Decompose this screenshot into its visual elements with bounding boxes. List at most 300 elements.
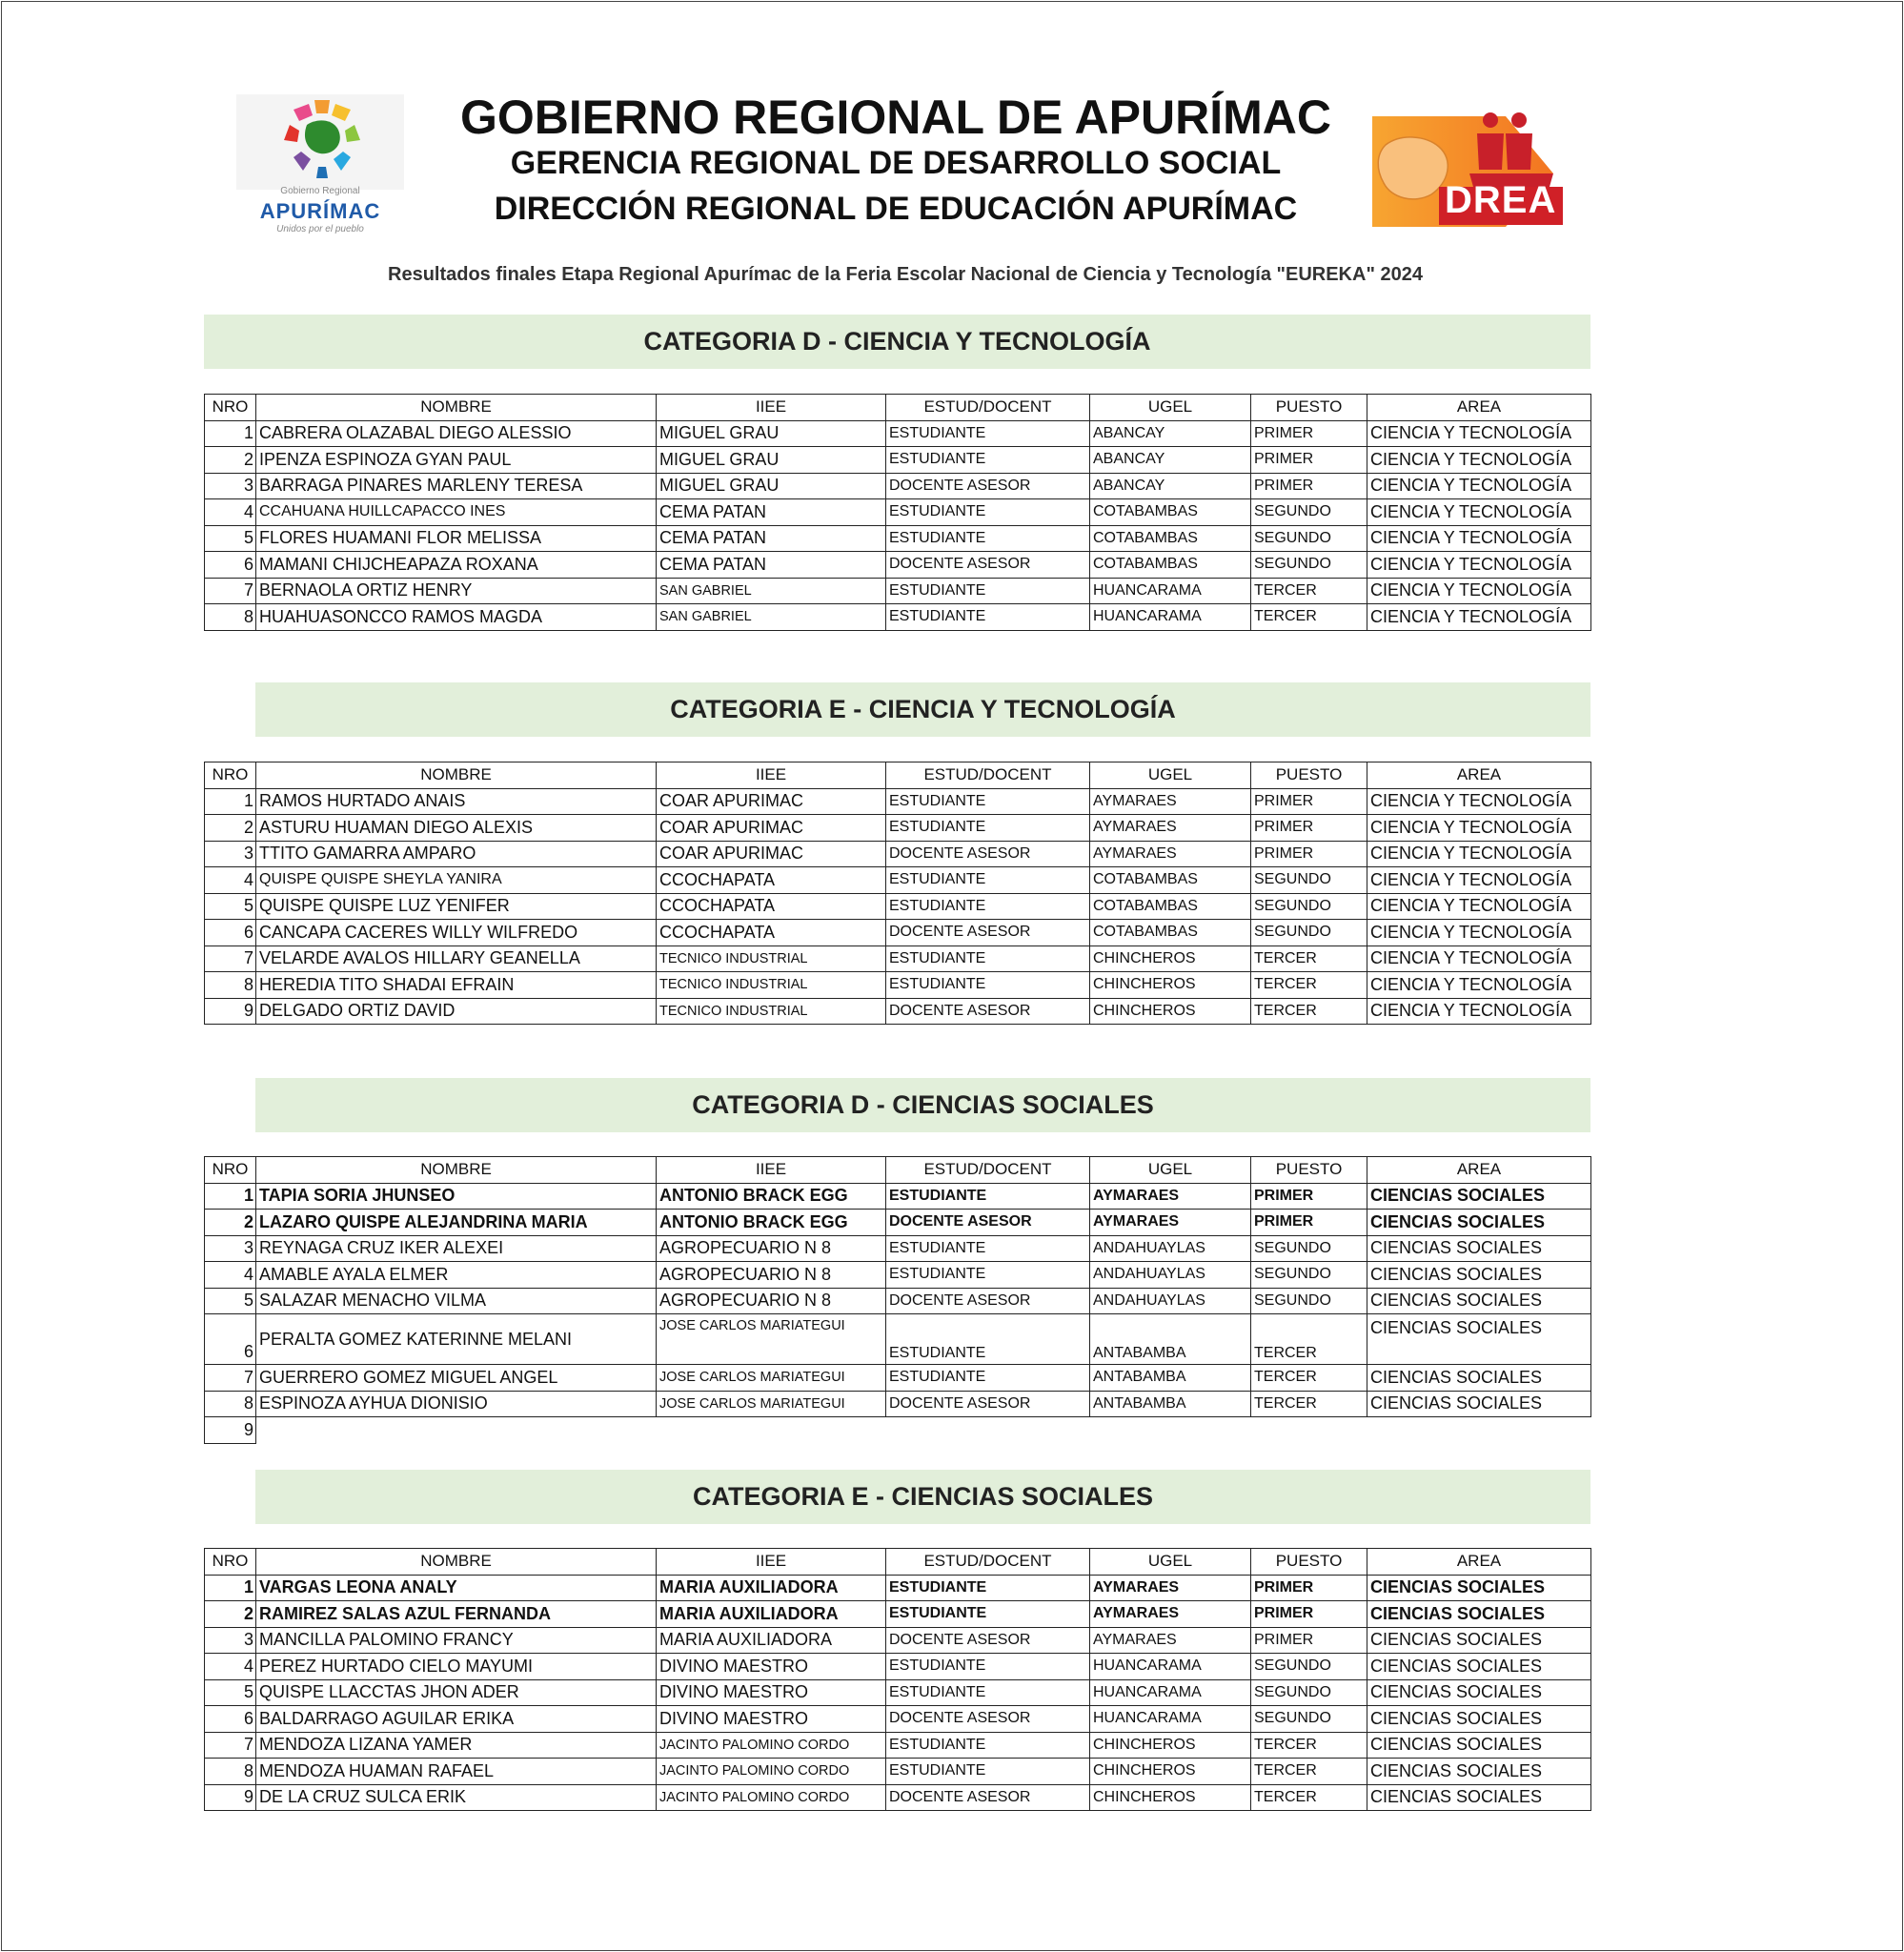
estud-docent-cell: DOCENTE ASESOR: [886, 841, 1090, 867]
table-row: [205, 1759, 1591, 1785]
estud-docent-cell: ESTUDIANTE: [886, 1575, 1090, 1601]
ugel-cell: ANDAHUAYLAS: [1090, 1235, 1251, 1262]
puesto-cell: PRIMER: [1251, 1575, 1367, 1601]
column-header: ESTUD/DOCENT: [886, 1549, 1090, 1576]
puesto-cell: PRIMER: [1251, 841, 1367, 867]
estud-docent-cell: ESTUDIANTE: [886, 499, 1090, 526]
main-title: GOBIERNO REGIONAL DE APURÍMAC: [460, 91, 1331, 144]
nombre-cell: IPENZA ESPINOZA GYAN PAUL: [256, 447, 657, 474]
nombre-cell: VELARDE AVALOS HILLARY GEANELLA: [256, 946, 657, 972]
column-header: NOMBRE: [256, 395, 657, 421]
estud-docent-cell: ESTUDIANTE: [886, 1183, 1090, 1210]
area-cell: CIENCIA Y TECNOLOGÍA: [1367, 946, 1591, 972]
area-cell: CIENCIAS SOCIALES: [1367, 1732, 1591, 1759]
puesto-cell: TERCER: [1251, 998, 1367, 1025]
nro-cell: 1: [205, 788, 256, 815]
estud-docent-cell: DOCENTE ASESOR: [886, 1706, 1090, 1733]
puesto-cell: SEGUNDO: [1251, 1706, 1367, 1733]
estud-docent-cell: DOCENTE ASESOR: [886, 1784, 1090, 1811]
table-row: [205, 1288, 1591, 1314]
column-header: NRO: [205, 1157, 256, 1184]
nro-cell: 6: [205, 920, 256, 946]
area-cell: CIENCIA Y TECNOLOGÍA: [1367, 893, 1591, 920]
column-header: NOMBRE: [256, 762, 657, 789]
estud-docent-cell: ESTUDIANTE: [886, 525, 1090, 552]
nro-cell: 4: [205, 1262, 256, 1289]
ugel-cell: CHINCHEROS: [1090, 946, 1251, 972]
ugel-cell: CHINCHEROS: [1090, 1784, 1251, 1811]
iiee-cell: JOSE CARLOS MARIATEGUI: [657, 1391, 886, 1417]
nombre-cell: BARRAGA PINARES MARLENY TERESA: [256, 473, 657, 499]
iiee-cell: CEMA PATAN: [657, 552, 886, 579]
estud-docent-cell: DOCENTE ASESOR: [886, 998, 1090, 1025]
puesto-cell: TERCER: [1251, 1365, 1367, 1392]
results-table: [204, 1548, 1591, 1811]
puesto-cell: SEGUNDO: [1251, 867, 1367, 894]
area-cell: CIENCIA Y TECNOLOGÍA: [1367, 473, 1591, 499]
iiee-cell: DIVINO MAESTRO: [657, 1654, 886, 1680]
puesto-cell: TERCER: [1251, 972, 1367, 999]
logo-small-caption: Gobierno Regional: [280, 186, 360, 196]
nombre-cell: RAMOS HURTADO ANAIS: [256, 788, 657, 815]
section-title-cat-d-cs: CATEGORIA D - CIENCIAS SOCIALES: [255, 1078, 1590, 1132]
table-row: [205, 499, 1591, 526]
table-row: [205, 1627, 1591, 1654]
puesto-cell: PRIMER: [1251, 1210, 1367, 1236]
estud-docent-cell: ESTUDIANTE: [886, 1732, 1090, 1759]
column-header: AREA: [1367, 1157, 1591, 1184]
nombre-cell: CCAHUANA HUILLCAPACCO INES: [256, 499, 657, 526]
area-cell: CIENCIA Y TECNOLOGÍA: [1367, 972, 1591, 999]
logo-slogan: Unidos por el pueblo: [276, 224, 364, 234]
area-cell: CIENCIA Y TECNOLOGÍA: [1367, 525, 1591, 552]
estud-docent-cell: ESTUDIANTE: [886, 1679, 1090, 1706]
iiee-cell: TECNICO INDUSTRIAL: [657, 972, 886, 999]
results-table: [204, 394, 1591, 631]
nro-cell: 8: [205, 1391, 256, 1417]
puesto-cell: PRIMER: [1251, 420, 1367, 447]
column-header: NOMBRE: [256, 1549, 657, 1576]
area-cell: CIENCIA Y TECNOLOGÍA: [1367, 499, 1591, 526]
ugel-cell: AYMARAES: [1090, 788, 1251, 815]
estud-docent-cell: ESTUDIANTE: [886, 867, 1090, 894]
nombre-cell: BERNAOLA ORTIZ HENRY: [256, 578, 657, 604]
table-header-row: [205, 1549, 1591, 1576]
table-row: [205, 788, 1591, 815]
area-cell: CIENCIAS SOCIALES: [1367, 1654, 1591, 1680]
iiee-cell: MARIA AUXILIADORA: [657, 1627, 886, 1654]
puesto-cell: PRIMER: [1251, 473, 1367, 499]
table-row: [205, 1262, 1591, 1289]
iiee-cell: TECNICO INDUSTRIAL: [657, 946, 886, 972]
puesto-cell: PRIMER: [1251, 788, 1367, 815]
subtitle-direccion: DIRECCIÓN REGIONAL DE EDUCACIÓN APURÍMAC: [494, 191, 1298, 227]
area-cell: CIENCIAS SOCIALES: [1367, 1183, 1591, 1210]
ugel-cell: CHINCHEROS: [1090, 998, 1251, 1025]
drea-logo: [1363, 107, 1572, 231]
nombre-cell: HUAHUASONCCO RAMOS MAGDA: [256, 604, 657, 631]
ugel-cell: HUANCARAMA: [1090, 1706, 1251, 1733]
table-row: [205, 1235, 1591, 1262]
puesto-cell: TERCER: [1251, 604, 1367, 631]
ugel-cell: AYMARAES: [1090, 1210, 1251, 1236]
ugel-cell: AYMARAES: [1090, 1575, 1251, 1601]
ugel-cell: COTABAMBAS: [1090, 552, 1251, 579]
iiee-cell: MARIA AUXILIADORA: [657, 1575, 886, 1601]
column-header: PUESTO: [1251, 1549, 1367, 1576]
puesto-cell: SEGUNDO: [1251, 1262, 1367, 1289]
column-header: UGEL: [1090, 1549, 1251, 1576]
table-row: [205, 1732, 1591, 1759]
logo-brand-text: APURÍMAC: [259, 199, 381, 223]
nro-cell: 3: [205, 1627, 256, 1654]
puesto-cell: SEGUNDO: [1251, 499, 1367, 526]
area-cell: CIENCIA Y TECNOLOGÍA: [1367, 420, 1591, 447]
nro-cell: 8: [205, 604, 256, 631]
column-header: UGEL: [1090, 395, 1251, 421]
ugel-cell: ANTABAMBA: [1090, 1391, 1251, 1417]
iiee-cell: MIGUEL GRAU: [657, 420, 886, 447]
nro-cell: 5: [205, 1288, 256, 1314]
column-header: AREA: [1367, 762, 1591, 789]
iiee-cell: JACINTO PALOMINO CORDO: [657, 1759, 886, 1785]
nro-cell: 4: [205, 1654, 256, 1680]
table-row: [205, 867, 1591, 894]
nro-cell: 7: [205, 946, 256, 972]
column-header: ESTUD/DOCENT: [886, 395, 1090, 421]
area-cell: CIENCIA Y TECNOLOGÍA: [1367, 552, 1591, 579]
column-header: UGEL: [1090, 1157, 1251, 1184]
table-row: [205, 578, 1591, 604]
table-header-row: [205, 395, 1591, 421]
area-cell: CIENCIA Y TECNOLOGÍA: [1367, 578, 1591, 604]
table-row: [205, 552, 1591, 579]
table-row: [205, 972, 1591, 999]
nombre-cell: VARGAS LEONA ANALY: [256, 1575, 657, 1601]
area-cell: CIENCIAS SOCIALES: [1367, 1784, 1591, 1811]
nro-cell: 1: [205, 420, 256, 447]
estud-docent-cell: DOCENTE ASESOR: [886, 473, 1090, 499]
nombre-cell: FLORES HUAMANI FLOR MELISSA: [256, 525, 657, 552]
estud-docent-cell: ESTUDIANTE: [886, 946, 1090, 972]
table-row: [205, 946, 1591, 972]
puesto-cell: SEGUNDO: [1251, 920, 1367, 946]
nro-cell: 3: [205, 473, 256, 499]
estud-docent-cell: ESTUDIANTE: [886, 1262, 1090, 1289]
table-row: [205, 893, 1591, 920]
column-header: ESTUD/DOCENT: [886, 1157, 1090, 1184]
ugel-cell: ABANCAY: [1090, 420, 1251, 447]
nro-cell: 7: [205, 1732, 256, 1759]
column-header: IIEE: [657, 762, 886, 789]
puesto-cell: TERCER: [1251, 946, 1367, 972]
puesto-cell: SEGUNDO: [1251, 1235, 1367, 1262]
ugel-cell: ANTABAMBA: [1090, 1314, 1251, 1365]
table-row: [205, 841, 1591, 867]
iiee-cell: COAR APURIMAC: [657, 841, 886, 867]
puesto-cell: PRIMER: [1251, 1627, 1367, 1654]
estud-docent-cell: ESTUDIANTE: [886, 788, 1090, 815]
puesto-cell: SEGUNDO: [1251, 552, 1367, 579]
nro-cell: 9: [205, 998, 256, 1025]
nro-cell: 8: [205, 1759, 256, 1785]
iiee-cell: AGROPECUARIO N 8: [657, 1235, 886, 1262]
table-row: [205, 1601, 1591, 1628]
puesto-cell: TERCER: [1251, 1314, 1367, 1365]
ugel-cell: HUANCARAMA: [1090, 1679, 1251, 1706]
nro-cell: 6: [205, 1706, 256, 1733]
empty-cell: [256, 1417, 1591, 1444]
iiee-cell: AGROPECUARIO N 8: [657, 1262, 886, 1289]
puesto-cell: TERCER: [1251, 1759, 1367, 1785]
column-header: NRO: [205, 395, 256, 421]
table-row: [205, 473, 1591, 499]
iiee-cell: DIVINO MAESTRO: [657, 1679, 886, 1706]
table-row: [205, 525, 1591, 552]
iiee-cell: DIVINO MAESTRO: [657, 1706, 886, 1733]
nombre-cell: QUISPE QUISPE LUZ YENIFER: [256, 893, 657, 920]
table-row: [205, 1575, 1591, 1601]
nro-cell: 3: [205, 841, 256, 867]
estud-docent-cell: ESTUDIANTE: [886, 1365, 1090, 1392]
nombre-cell: REYNAGA CRUZ IKER ALEXEI: [256, 1235, 657, 1262]
estud-docent-cell: ESTUDIANTE: [886, 815, 1090, 842]
ugel-cell: ABANCAY: [1090, 473, 1251, 499]
estud-docent-cell: DOCENTE ASESOR: [886, 1627, 1090, 1654]
area-cell: CIENCIA Y TECNOLOGÍA: [1367, 447, 1591, 474]
puesto-cell: SEGUNDO: [1251, 893, 1367, 920]
nro-cell: 2: [205, 1601, 256, 1628]
area-cell: CIENCIAS SOCIALES: [1367, 1391, 1591, 1417]
gobierno-regional-logo: [236, 94, 404, 247]
nombre-cell: CABRERA OLAZABAL DIEGO ALESSIO: [256, 420, 657, 447]
estud-docent-cell: ESTUDIANTE: [886, 578, 1090, 604]
nombre-cell: ASTURU HUAMAN DIEGO ALEXIS: [256, 815, 657, 842]
column-header: NRO: [205, 762, 256, 789]
puesto-cell: SEGUNDO: [1251, 1679, 1367, 1706]
column-header: PUESTO: [1251, 395, 1367, 421]
iiee-cell: COAR APURIMAC: [657, 815, 886, 842]
nro-cell: 5: [205, 893, 256, 920]
nro-cell: 5: [205, 1679, 256, 1706]
table-row: [205, 1365, 1591, 1392]
column-header: PUESTO: [1251, 762, 1367, 789]
nombre-cell: QUISPE LLACCTAS JHON ADER: [256, 1679, 657, 1706]
table-row: [205, 1314, 1591, 1365]
column-header: UGEL: [1090, 762, 1251, 789]
nombre-cell: ESPINOZA AYHUA DIONISIO: [256, 1391, 657, 1417]
nombre-cell: LAZARO QUISPE ALEJANDRINA MARIA: [256, 1210, 657, 1236]
column-header: NRO: [205, 1549, 256, 1576]
ugel-cell: COTABAMBAS: [1090, 920, 1251, 946]
ugel-cell: AYMARAES: [1090, 1183, 1251, 1210]
nro-cell: 1: [205, 1575, 256, 1601]
iiee-cell: COAR APURIMAC: [657, 788, 886, 815]
estud-docent-cell: DOCENTE ASESOR: [886, 920, 1090, 946]
column-header: NOMBRE: [256, 1157, 657, 1184]
nombre-cell: QUISPE QUISPE SHEYLA YANIRA: [256, 867, 657, 894]
ugel-cell: HUANCARAMA: [1090, 604, 1251, 631]
area-cell: CIENCIAS SOCIALES: [1367, 1575, 1591, 1601]
ugel-cell: COTABAMBAS: [1090, 499, 1251, 526]
nombre-cell: MANCILLA PALOMINO FRANCY: [256, 1627, 657, 1654]
area-cell: CIENCIA Y TECNOLOGÍA: [1367, 815, 1591, 842]
table-row: [205, 1784, 1591, 1811]
area-cell: CIENCIA Y TECNOLOGÍA: [1367, 841, 1591, 867]
puesto-cell: PRIMER: [1251, 447, 1367, 474]
nro-cell: 4: [205, 499, 256, 526]
nro-cell: 8: [205, 972, 256, 999]
nombre-cell: HEREDIA TITO SHADAI EFRAIN: [256, 972, 657, 999]
nombre-cell: AMABLE AYALA ELMER: [256, 1262, 657, 1289]
iiee-cell: CCOCHAPATA: [657, 867, 886, 894]
area-cell: CIENCIA Y TECNOLOGÍA: [1367, 920, 1591, 946]
puesto-cell: PRIMER: [1251, 1601, 1367, 1628]
nombre-cell: TTITO GAMARRA AMPARO: [256, 841, 657, 867]
estud-docent-cell: ESTUDIANTE: [886, 893, 1090, 920]
section-title-cat-e-cs: CATEGORIA E - CIENCIAS SOCIALES: [255, 1470, 1590, 1524]
iiee-cell: CEMA PATAN: [657, 499, 886, 526]
area-cell: CIENCIAS SOCIALES: [1367, 1706, 1591, 1733]
iiee-cell: CEMA PATAN: [657, 525, 886, 552]
area-cell: CIENCIA Y TECNOLOGÍA: [1367, 604, 1591, 631]
column-header: AREA: [1367, 1549, 1591, 1576]
iiee-cell: ANTONIO BRACK EGG: [657, 1210, 886, 1236]
estud-docent-cell: DOCENTE ASESOR: [886, 552, 1090, 579]
iiee-cell: JACINTO PALOMINO CORDO: [657, 1732, 886, 1759]
table-row: [205, 604, 1591, 631]
column-header: IIEE: [657, 1157, 886, 1184]
table-header-row: [205, 1157, 1591, 1184]
puesto-cell: PRIMER: [1251, 815, 1367, 842]
nro-cell: 2: [205, 815, 256, 842]
column-header: IIEE: [657, 1549, 886, 1576]
iiee-cell: CCOCHAPATA: [657, 893, 886, 920]
area-cell: CIENCIA Y TECNOLOGÍA: [1367, 788, 1591, 815]
estud-docent-cell: ESTUDIANTE: [886, 1654, 1090, 1680]
table-row: [205, 1706, 1591, 1733]
estud-docent-cell: ESTUDIANTE: [886, 972, 1090, 999]
ugel-cell: ANDAHUAYLAS: [1090, 1262, 1251, 1289]
iiee-cell: JOSE CARLOS MARIATEGUI: [657, 1314, 886, 1365]
puesto-cell: TERCER: [1251, 578, 1367, 604]
drea-logo-text: DREA: [1445, 179, 1557, 221]
nro-cell: 6: [205, 1314, 256, 1365]
ugel-cell: AYMARAES: [1090, 1601, 1251, 1628]
puesto-cell: TERCER: [1251, 1732, 1367, 1759]
ugel-cell: AYMARAES: [1090, 841, 1251, 867]
area-cell: CIENCIAS SOCIALES: [1367, 1314, 1591, 1365]
area-cell: CIENCIAS SOCIALES: [1367, 1288, 1591, 1314]
nombre-cell: PERALTA GOMEZ KATERINNE MELANI: [256, 1314, 657, 1365]
nro-cell: 1: [205, 1183, 256, 1210]
area-cell: CIENCIA Y TECNOLOGÍA: [1367, 998, 1591, 1025]
puesto-cell: PRIMER: [1251, 1183, 1367, 1210]
ugel-cell: AYMARAES: [1090, 815, 1251, 842]
puesto-cell: SEGUNDO: [1251, 1288, 1367, 1314]
nombre-cell: RAMIREZ SALAS AZUL FERNANDA: [256, 1601, 657, 1628]
iiee-cell: SAN GABRIEL: [657, 578, 886, 604]
iiee-cell: MIGUEL GRAU: [657, 473, 886, 499]
nombre-cell: TAPIA SORIA JHUNSEO: [256, 1183, 657, 1210]
nombre-cell: MENDOZA HUAMAN RAFAEL: [256, 1759, 657, 1785]
iiee-cell: CCOCHAPATA: [657, 920, 886, 946]
ugel-cell: ANDAHUAYLAS: [1090, 1288, 1251, 1314]
estud-docent-cell: ESTUDIANTE: [886, 447, 1090, 474]
iiee-cell: JOSE CARLOS MARIATEGUI: [657, 1365, 886, 1392]
puesto-cell: TERCER: [1251, 1784, 1367, 1811]
iiee-cell: TECNICO INDUSTRIAL: [657, 998, 886, 1025]
nombre-cell: MAMANI CHIJCHEAPAZA ROXANA: [256, 552, 657, 579]
nro-cell: 9: [205, 1417, 256, 1444]
iiee-cell: AGROPECUARIO N 8: [657, 1288, 886, 1314]
nro-cell: 9: [205, 1784, 256, 1811]
ugel-cell: HUANCARAMA: [1090, 1654, 1251, 1680]
iiee-cell: ANTONIO BRACK EGG: [657, 1183, 886, 1210]
ugel-cell: COTABAMBAS: [1090, 525, 1251, 552]
nombre-cell: CANCAPA CACERES WILLY WILFREDO: [256, 920, 657, 946]
nombre-cell: GUERRERO GOMEZ MIGUEL ANGEL: [256, 1365, 657, 1392]
area-cell: CIENCIAS SOCIALES: [1367, 1235, 1591, 1262]
table-row: [205, 1654, 1591, 1680]
table-row: [205, 815, 1591, 842]
iiee-cell: MIGUEL GRAU: [657, 447, 886, 474]
puesto-cell: TERCER: [1251, 1391, 1367, 1417]
estud-docent-cell: ESTUDIANTE: [886, 1601, 1090, 1628]
table-header-row: [205, 762, 1591, 789]
nro-cell: 7: [205, 1365, 256, 1392]
table-row: [205, 920, 1591, 946]
ugel-cell: COTABAMBAS: [1090, 867, 1251, 894]
nombre-cell: PEREZ HURTADO CIELO MAYUMI: [256, 1654, 657, 1680]
nombre-cell: SALAZAR MENACHO VILMA: [256, 1288, 657, 1314]
ugel-cell: CHINCHEROS: [1090, 1759, 1251, 1785]
ugel-cell: AYMARAES: [1090, 1627, 1251, 1654]
table-row: [205, 447, 1591, 474]
ugel-cell: CHINCHEROS: [1090, 972, 1251, 999]
results-table: [204, 762, 1591, 1025]
subtitle-gerencia: GERENCIA REGIONAL DE DESARROLLO SOCIAL: [510, 145, 1282, 181]
iiee-cell: SAN GABRIEL: [657, 604, 886, 631]
estud-docent-cell: DOCENTE ASESOR: [886, 1288, 1090, 1314]
estud-docent-cell: ESTUDIANTE: [886, 1759, 1090, 1785]
area-cell: CIENCIAS SOCIALES: [1367, 1601, 1591, 1628]
nombre-cell: MENDOZA LIZANA YAMER: [256, 1732, 657, 1759]
table-row: [205, 420, 1591, 447]
table-row: [205, 1417, 1591, 1444]
estud-docent-cell: DOCENTE ASESOR: [886, 1210, 1090, 1236]
section-title-cat-e-cyt: CATEGORIA E - CIENCIA Y TECNOLOGÍA: [255, 682, 1590, 737]
table-row: [205, 1391, 1591, 1417]
apurimac-emblem-icon: [236, 94, 404, 190]
column-header: ESTUD/DOCENT: [886, 762, 1090, 789]
nro-cell: 2: [205, 1210, 256, 1236]
estud-docent-cell: ESTUDIANTE: [886, 604, 1090, 631]
column-header: AREA: [1367, 395, 1591, 421]
nro-cell: 2: [205, 447, 256, 474]
ugel-cell: ABANCAY: [1090, 447, 1251, 474]
puesto-cell: SEGUNDO: [1251, 1654, 1367, 1680]
nro-cell: 4: [205, 867, 256, 894]
table-row: [205, 998, 1591, 1025]
ugel-cell: HUANCARAMA: [1090, 578, 1251, 604]
estud-docent-cell: ESTUDIANTE: [886, 420, 1090, 447]
estud-docent-cell: DOCENTE ASESOR: [886, 1391, 1090, 1417]
table-row: [205, 1679, 1591, 1706]
nombre-cell: BALDARRAGO AGUILAR ERIKA: [256, 1706, 657, 1733]
column-header: IIEE: [657, 395, 886, 421]
ugel-cell: ANTABAMBA: [1090, 1365, 1251, 1392]
